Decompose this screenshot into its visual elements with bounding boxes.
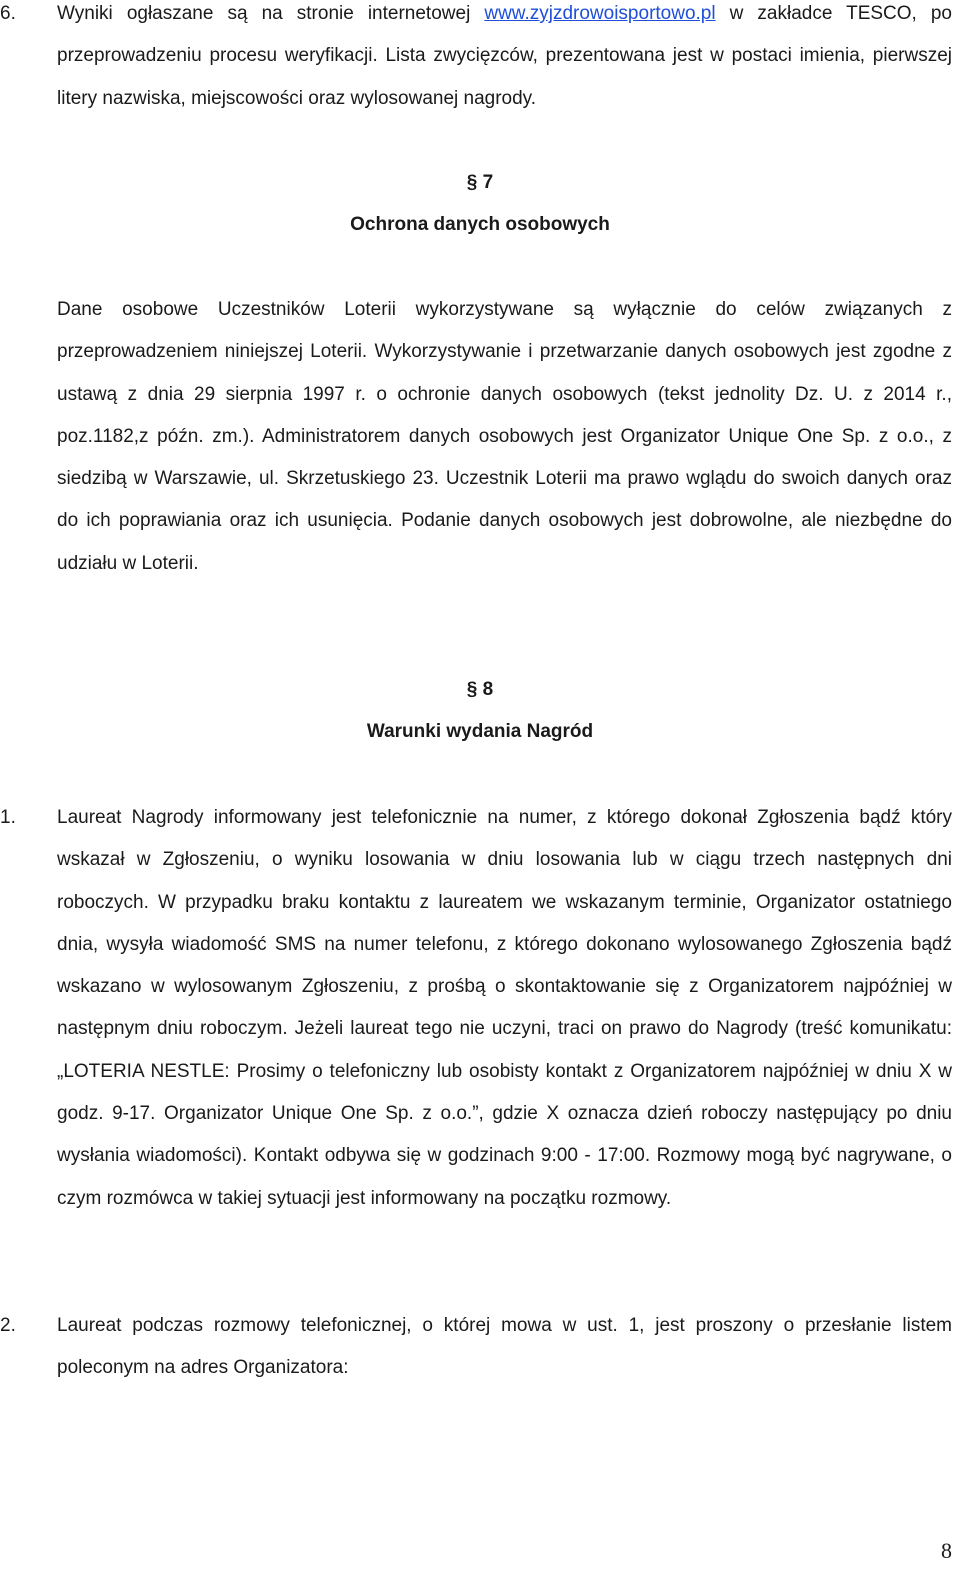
website-link[interactable]: www.zyjzdrowoisportowo.pl	[484, 3, 716, 24]
list-item-text	[57, 0, 952, 120]
section-symbol-7: § 7	[466, 172, 494, 193]
item6-text-after-link: w zakładce TESCO, po przeprowadzeniu procesu weryfikacji. Lista zwycięzców, prezentowana jest w postaci imienia, pierwszej litery nazwiska, miejscowości oraz wylosowanej nagrody.	[57, 3, 952, 109]
list-number: 1.	[0, 807, 16, 828]
section-title-7: Ochrona danych osobowych	[350, 214, 610, 235]
section7-paragraph: Dane osobowe Uczestników Loterii wykorzystywane są wyłącznie do celów związanych z przeprowadzeniem niniejszej Loterii. Wykorzystywanie i przetwarzanie danych osobowych jest zgodne z ustawą z dnia 29 sierpnia 1997 r. o ochronie danych osobowych (tekst jednolity Dz. U. z 2014 r., poz.1182,z późn. zm.). Administratorem danych osobowych jest Organizator Unique One Sp. z o.o., z siedzibą w Warszawie, ul. Skrzetuskiego 23. Uczestnik Loterii ma prawo wglądu do swoich danych oraz do ich poprawiania oraz ich usunięcia. Podanie danych osobowych jest dobrowolne, ale niezbędne do udziału w Loterii.	[57, 299, 952, 574]
page-number: 8	[941, 1538, 952, 1563]
list-number: 2.	[0, 1315, 16, 1336]
item6-text-before-link: Wyniki ogłaszane są na stronie internetowej	[57, 3, 485, 24]
list-item-6	[0, 0, 952, 120]
section-title-8: Warunki wydania Nagród	[366, 721, 594, 742]
list-item-8-1	[0, 797, 952, 1220]
list-item-text: Laureat podczas rozmowy telefonicznej, o której mowa w ust. 1, jest proszony o przesłanie listem poleconym na adres Organizatora:	[57, 1315, 952, 1379]
list-item-text: Laureat Nagrody informowany jest telefonicznie na numer, z którego dokonał Zgłoszenia bądź który wskazał w Zgłoszeniu, o wyniku losowania w dniu losowania lub w ciągu trzech następnych dni roboczych. W przypadku braku kontaktu z laureatem we wskazanym terminie, Organizator ostatniego dnia, wysyła wiadomość SMS na numer telefonu, z którego dokonano wylosowanego Zgłoszenia bądź wskazano w wylosowanym Zgłoszeniu, z prośbą o skontaktowanie się z Organizatorem najpóźniej w następnym dniu roboczym. Jeżeli laureat tego nie uczyni, traci on prawo do Nagrody (treść komunikatu: „LOTERIA NESTLE: Prosimy o telefoniczny lub osobisty kontakt z Organizatorem najpóźniej w dniu X w godz. 9-17. Organizator Unique One Sp. z o.o.”, gdzie X oznacza dzień roboczy następujący po dniu wysłania wiadomości). Kontakt odbywa się w godzinach 9:00 - 17:00. Rozmowy mogą być nagrywane, o czym rozmówca w takiej sytuacji jest informowany na początku rozmowy.	[57, 807, 952, 1209]
list-item-8-2	[0, 1305, 952, 1390]
section-symbol-8: § 8	[466, 679, 494, 700]
list-number: 6.	[0, 3, 16, 24]
